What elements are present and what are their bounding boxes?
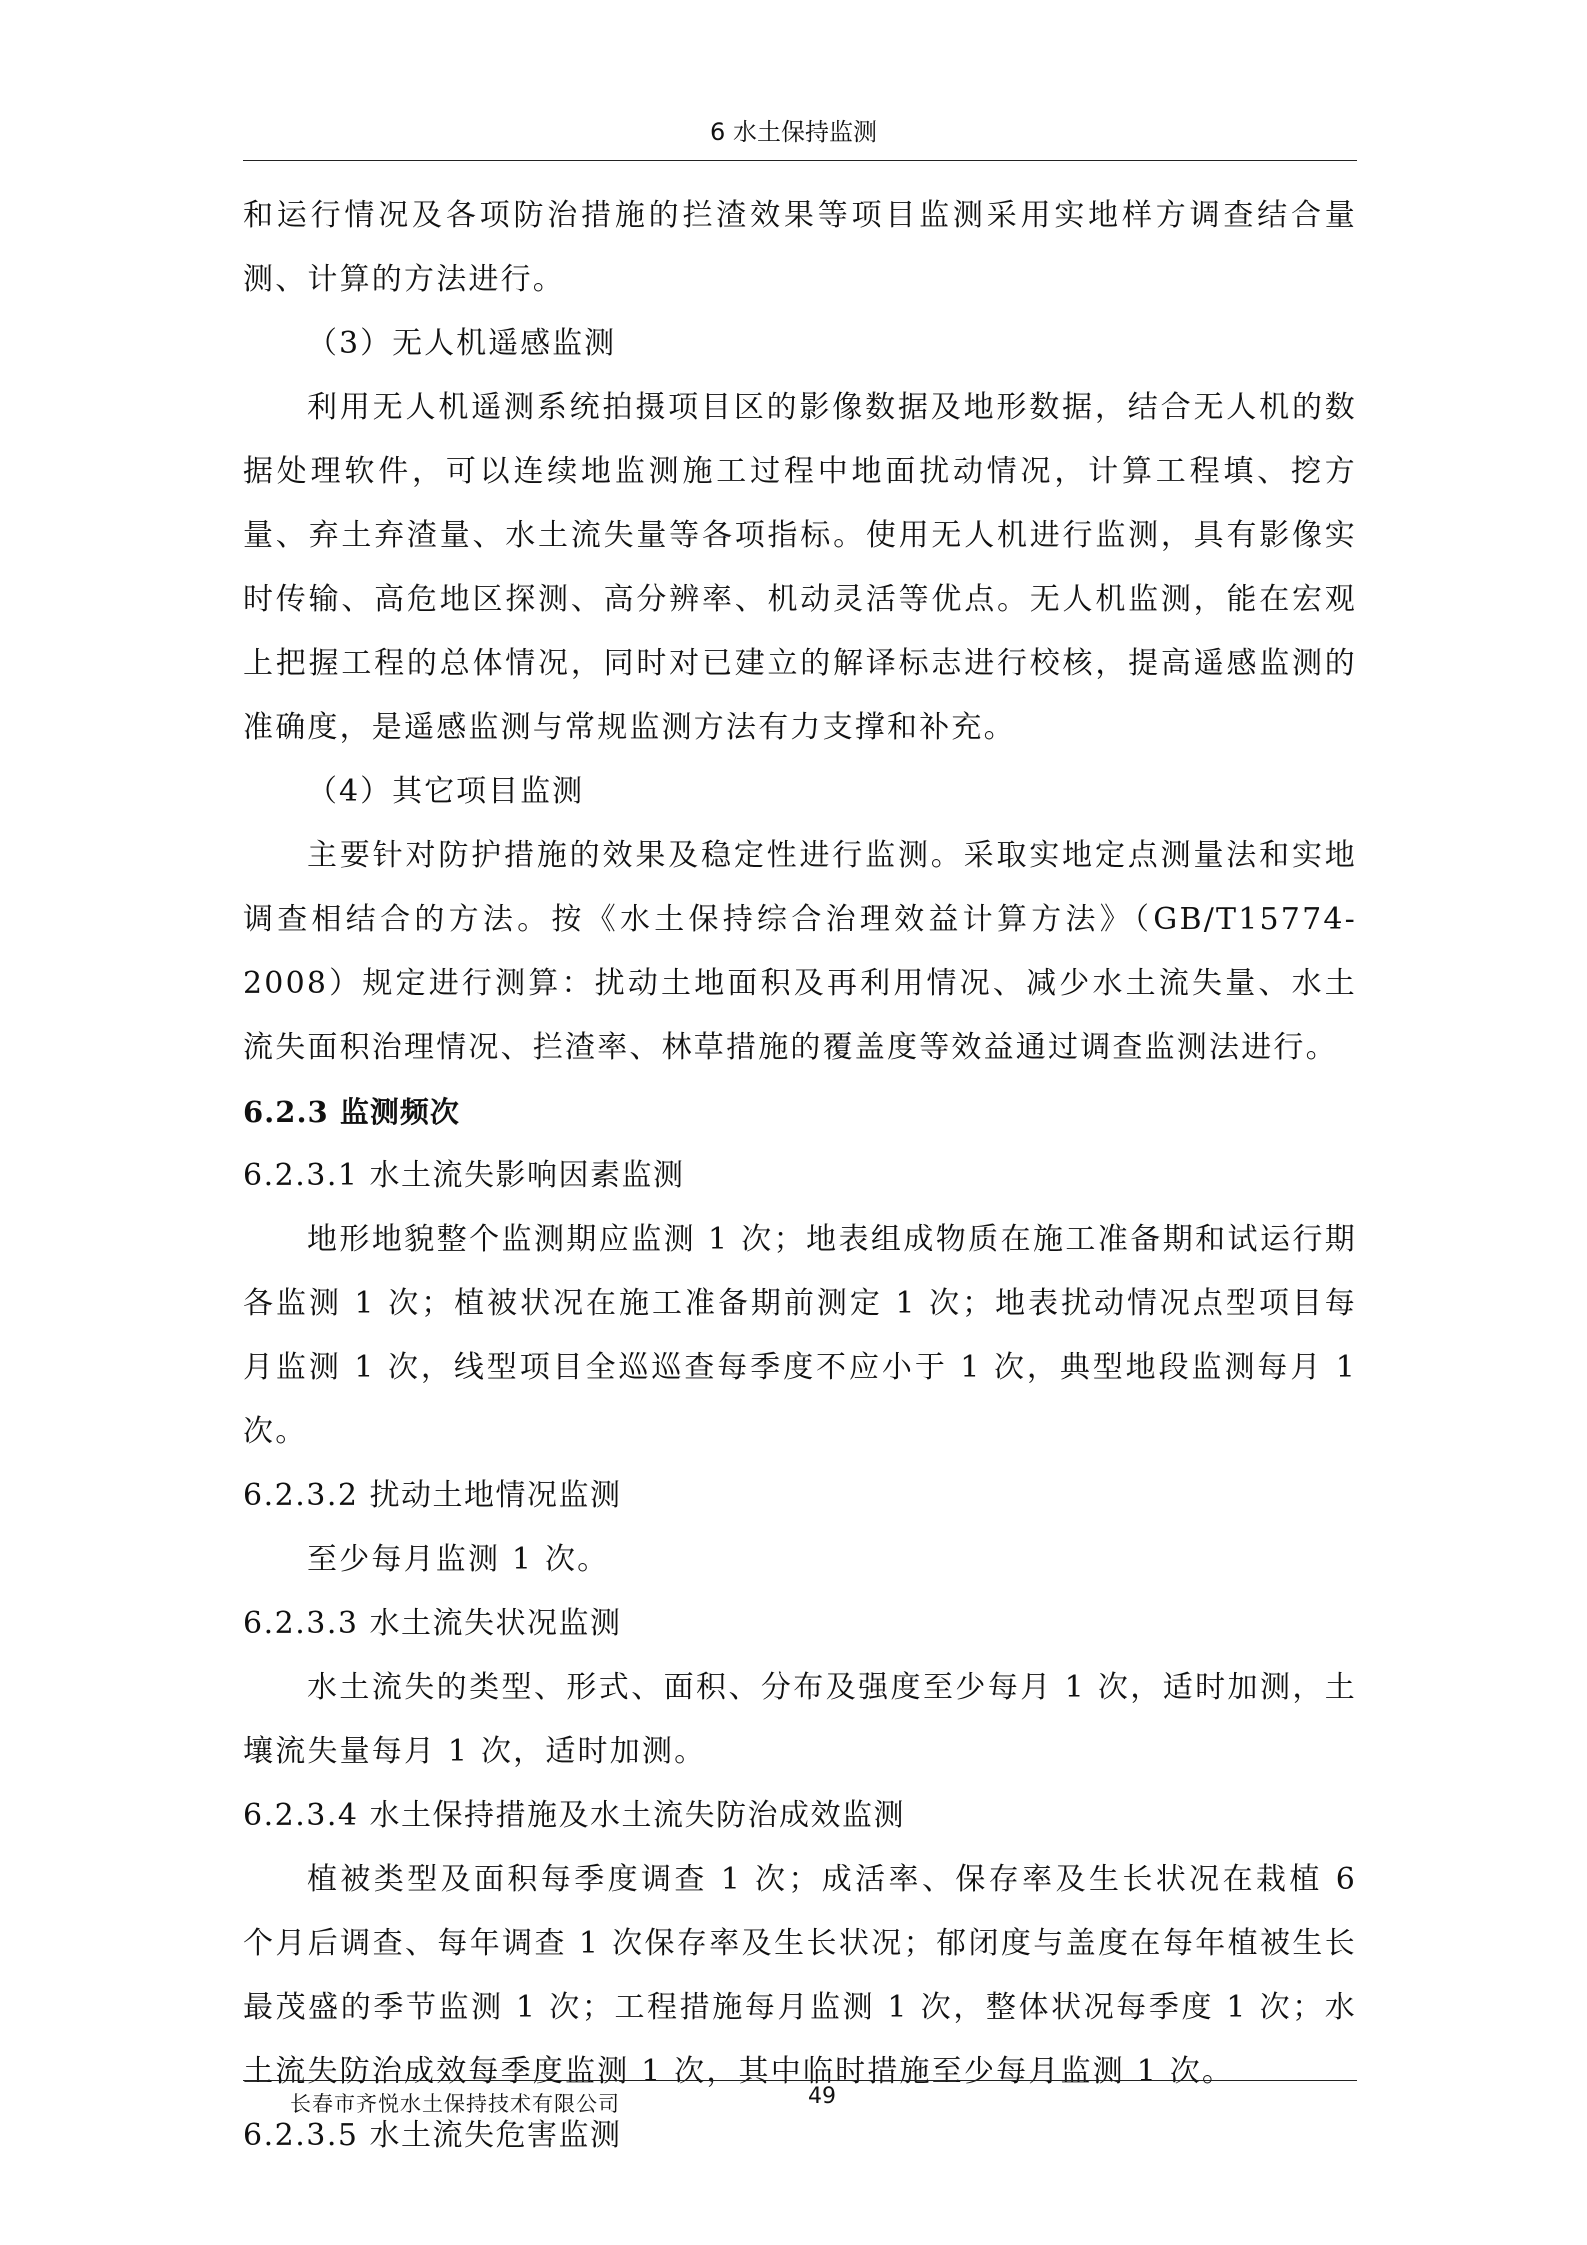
paragraph-uav: 利用无人机遥测系统拍摄项目区的影像数据及地形数据，结合无人机的数据处理软件，可以连续地监测施工过程中地面扰动情况，计算工程填、挖方量、弃土弃渣量、水土流失量等各项指标。使用无人机进行监测，具有影像实时传输、高危地区探测、高分辨率、机动灵活等优点。无人机监测，能在宏观上把握工程的总体情况，同时对已建立的解译标志进行校核，提高遥感监测的准确度，是遥感监测与常规监测方法有力支撑和补充。 bbox=[243, 390, 1357, 745]
section-heading-6-2-3-1: 6.2.3.1 水土流失影响因素监测 bbox=[243, 1158, 685, 1193]
section-heading-6-2-3-2: 6.2.3.2 扰动土地情况监测 bbox=[243, 1478, 622, 1513]
subheading-uav-monitoring: （3）无人机遥感监测 bbox=[307, 326, 617, 361]
footer-company: 长春市齐悦水土保持技术有限公司 bbox=[290, 2092, 620, 2116]
subheading-other-monitoring: （4）其它项目监测 bbox=[307, 774, 585, 809]
section-heading-6-2-3-4: 6.2.3.4 水土保持措施及水土流失防治成效监测 bbox=[243, 1798, 905, 1833]
paragraph-disturbed-land: 至少每月监测 1 次。 bbox=[307, 1542, 610, 1577]
footer-divider bbox=[243, 2080, 1357, 2081]
paragraph-influence-factors: 地形地貌整个监测期应监测 1 次；地表组成物质在施工准备期和试运行期各监测 1 次；植被状况在施工准备期前测定 1 次；地表扰动情况点型项目每月监测 1 次，线型项目全巡巡查每季度不应小于 1 次，典型地段监测每月 1 次。 bbox=[243, 1222, 1357, 1449]
paragraph-continuation: 和运行情况及各项防治措施的拦渣效果等项目监测采用实地样方调查结合量测、计算的方法进行。 bbox=[243, 198, 1357, 297]
header-title: 6 水土保持监测 bbox=[710, 118, 877, 146]
section-heading-6-2-3-5: 6.2.3.5 水土流失危害监测 bbox=[243, 2118, 622, 2153]
section-heading-6-2-3: 6.2.3 监测频次 bbox=[243, 1095, 460, 1129]
section-heading-6-2-3-3: 6.2.3.3 水土流失状况监测 bbox=[243, 1606, 622, 1641]
body-content bbox=[243, 184, 1357, 2168]
page-number: 49 bbox=[808, 2084, 836, 2109]
header-divider bbox=[243, 160, 1357, 161]
paragraph-other: 主要针对防护措施的效果及稳定性进行监测。采取实地定点测量法和实地调查相结合的方法。按《水土保持综合治理效益计算方法》（GB/T15774-2008）规定进行测算：扰动土地面积及再利用情况、减少水土流失量、水土流失面积治理情况、拦渣率、林草措施的覆盖度等效益通过调查监测法进行。 bbox=[243, 838, 1357, 1065]
paragraph-erosion-status: 水土流失的类型、形式、面积、分布及强度至少每月 1 次，适时加测，土壤流失量每月 1 次，适时加测。 bbox=[243, 1670, 1357, 1769]
paragraph-measures: 植被类型及面积每季度调查 1 次；成活率、保存率及生长状况在栽植 6 个月后调查、每年调查 1 次保存率及生长状况；郁闭度与盖度在每年植被生长最茂盛的季节监测 1 次；工程措施每月监测 1 次，整体状况每季度 1 次；水土流失防治成效每季度监测 1 次，其中临时措施至少每月监测 1 次。 bbox=[243, 1862, 1357, 2089]
